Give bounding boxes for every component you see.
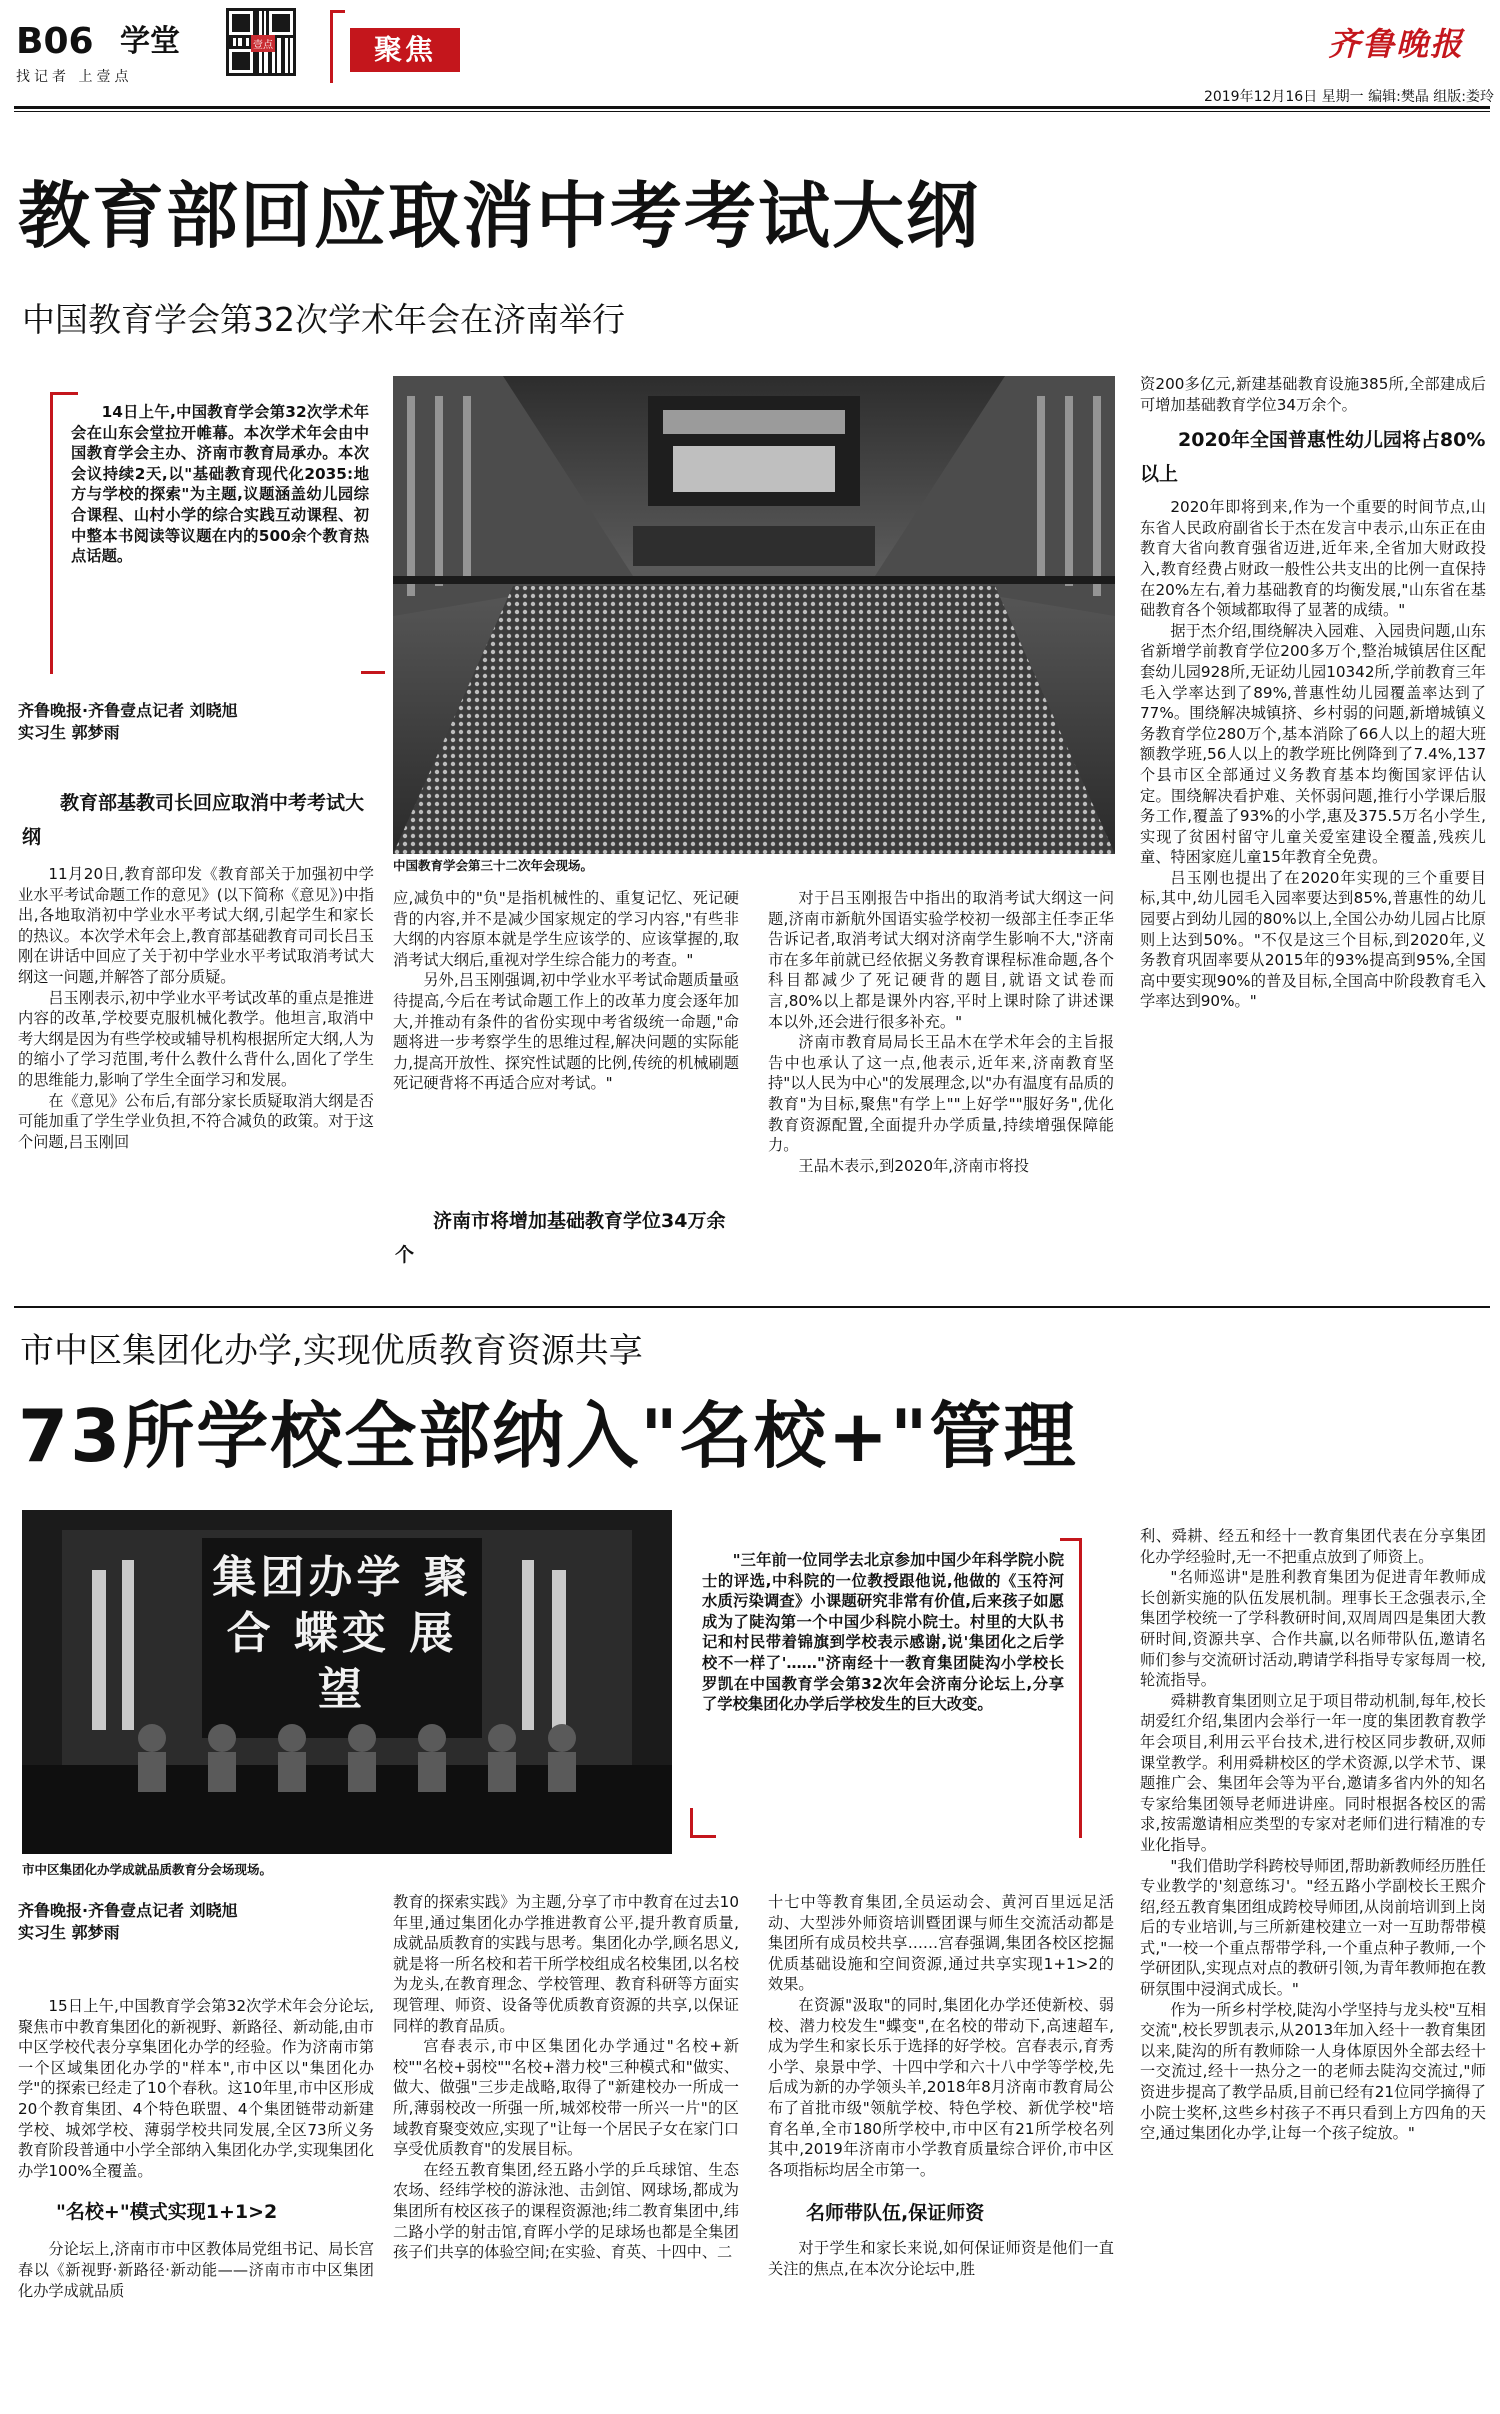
stage-calligraphy: 集团办学 聚合 蝶变 展望	[212, 1552, 472, 1715]
masthead-rule-thin	[14, 111, 1490, 112]
story-divider	[14, 1306, 1490, 1308]
story2-col3-p2: 在资源"汲取"的同时,集团化办学还使新校、弱校、潜力校发生"蝶变",在名校的带动下,高速超车,成为学生和家长乐于选择的好学校。宫春表示,育秀小学、泉景中学、十四中学和六十八中学等学校,先后成为新的办学领头羊,2018年8月济南市教育局公布了首批市级"领航学校、特色学校、新优学校"培育名单,全市180所学校中,市中区有21所学校名列其中,2019年济南市小学教育质量综合评价,市中区各项指标均居全市第一。	[768, 1995, 1114, 2179]
story1-col2-p2: 另外,吕玉刚强调,初中学业水平考试命题质量亟待提高,今后在考试命题工作上的改革力度会逐年加大,并推动有条件的省份实现中考省级统一命题,"命题将进一步考察学生的思维过程,解决问题的实际能力,提高开放性、探究性试题的比例,传统的机械刷题死记硬背将不再适合应对考试。"	[393, 971, 739, 1093]
story2-col2-p1: 教育的探索实践》为主题,分享了市中教育在过去10年里,通过集团化办学推进教育公平,提升教育质量,成就品质教育的实践与思考。集团化办学,顾名思义,就是将一所名校和若干所学校组成名校集团,以名校为龙头,在教育理念、学校管理、教育科研等方面实现管理、师资、设备等优质教育资源的共享,以保证同样的教育品质。	[393, 1893, 739, 2035]
conference-hall-image	[393, 376, 1115, 854]
story1-col4-p3: 吕玉刚也提出了在2020年实现的三个重要目标,其中,幼儿园毛入园率要达到85%,普惠性的幼儿园要占到幼儿园的80%以上,全国公办幼儿园占比原则上达到50%。"不仅是这三个目标,到2020年,义务教育巩固率要从2015年的93%提高到95%,全国高中要实现90%的普及目标,全国高中阶段教育毛入学率达到90%。"	[1140, 868, 1486, 1011]
story1-col1-p3: 在《意见》公布后,有部分家长质疑取消大纲是否可能加重了学生学业负担,不符合减负的政策。对于这个问题,吕玉刚回	[18, 1091, 374, 1151]
page-code-block	[16, 21, 180, 85]
column-bracket	[330, 10, 345, 83]
story1-column-3	[768, 888, 1114, 1176]
story2-col3-p1: 十七中等教育集团,全员运动会、黄河百里远足活动、大型涉外师资培训暨团课与师生交流活动都是集团所有成员校共享……宫春强调,集团各校区挖掘优质基础设施和空间资源,通过共享实现1+1>2的效果。	[768, 1893, 1114, 1994]
story1-col3-p2: 济南市教育局局长王品木在学术年会的主旨报告中也承认了这一点,他表示,近年来,济南教育坚持"以人民为中心"的发展理念,以"办有温度有品质的教育"为目标,聚焦"有学上""上好学""服好务",优化教育资源配置,全面提升办学质量,持续增强保障能力。	[768, 1033, 1114, 1155]
story1-column-4	[1140, 374, 1486, 1012]
story1-photo-caption: 中国教育学会第三十二次年会现场。	[393, 858, 594, 873]
qr-caption: 壹点	[251, 35, 275, 52]
date-line: 2019年12月16日 星期一 编辑:樊晶 组版:娄玲	[1203, 89, 1494, 105]
story1-col2-p1: 应,减负中的"负"是指机械性的、重复记忆、死记硬背的内容,并不是减少国家规定的学习内容,"有些非大纲的内容原本就是学生应该学的、应该掌握的,取消考试大纲后,重视对学生综合能力的考查。"	[393, 889, 739, 969]
story1-col1-p1: 11月20日,教育部印发《教育部关于加强初中学业水平考试命题工作的意见》(以下简称《意见》)中指出,各地取消初中学业水平考试大纲,引起学生和家长的热议。本次学术年会上,教育部基础教育司司长吕玉刚在讲话中回应了关于初中学业水平考试取消考试大纲这一问题,并解答了部分质疑。	[18, 865, 374, 986]
story2-kicker: 市中区集团化办学,实现优质教育资源共享	[20, 1331, 643, 1371]
story2-col2-p3: 在经五教育集团,经五路小学的乒乓球馆、生态农场、经纬学校的游泳池、击剑馆、网球场,都成为集团所有校区孩子的课程资源池;纬二教育集团中,纬二路小学的射击馆,育晖小学的足球场也都是全集团孩子们共享的体验空间;在实验、育英、十四中、二	[393, 2160, 739, 2262]
story2-sub-teachers: 名师带队伍,保证师资	[806, 2202, 985, 2225]
page-code: B06	[16, 21, 94, 62]
story1-byline: 齐鲁晚报·齐鲁壹点记者 刘晓旭 实习生 郭梦雨	[18, 701, 238, 742]
story2-sub-famous-school-model: "名校+"模式实现1+1>2	[56, 2201, 278, 2224]
story1-col1-p2: 吕玉刚表示,初中学业水平考试改革的重点是推进内容的改革,学校要克服机械化教学。他坦言,取消中考大纲是因为有些学校或辅导机构根据所定大纲,人为的缩小了学习范围,考什么教什么背什么,固化了学生的思维能力,影响了学生全面学习和发展。	[18, 988, 374, 1089]
story2-col4-top: 利、舜耕、经五和经十一教育集团代表在分享集团化办学经验时,无一不把重点放到了师资上。	[1140, 1527, 1486, 1566]
story2-col1-p1: 15日上午,中国教育学会第32次学术年会分论坛,聚焦市中教育集团化的新视野、新路径、新动能,由市中区学校代表分享集团化办学的经验。作为济南市第一个区域集团化办学的"样本",市中区以"集团化办学"的探索已经走了10个春秋。这10年里,市中区形成20个教育集团、4个特色联盟、4个集团链带动新建学校、城郊学校、薄弱学校共同发展,全区73所义务教育阶段普通中小学全部纳入集团化办学,实现集团化办学100%全覆盖。	[18, 1997, 374, 2180]
story1-sub-jinan-seats: 济南市将增加基础教育学位34万余个	[395, 1210, 726, 1266]
section-name: 学堂	[120, 24, 180, 59]
story1-sub-basic-edu: 教育部基教司长回应取消中考考试大纲	[22, 792, 365, 848]
story2-column-1	[18, 1996, 374, 2301]
story2-column-2	[393, 1892, 739, 2263]
story2-col4-p2: 舜耕教育集团则立足于项目带动机制,每年,校长胡爱红介绍,集团内会举行一年一度的集团教育教学年会项目,利用云平台技术,进行校区同步教研,双师课堂教学。利用舜耕校区的学术资源,以学术节、课题推广会、集团年会等为平台,邀请多省内外的知名专家给集团领导老师进讲座。同时根据各校区的需求,按需邀请相应类型的专家对老师们进行精准的专业化指导。	[1140, 1691, 1486, 1854]
story2-byline: 齐鲁晚报·齐鲁壹点记者 刘晓旭 实习生 郭梦雨	[18, 1901, 238, 1942]
story2-quote: "三年前一位同学去北京参加中国少年科学院小院士的评选,中科院的一位教授跟他说,他做的《玉符河水质污染调查》小课题研究非常有价值,后来孩子如愿成为了陡沟第一个中国少科院小院士。村里的大队书记和村民带着锦旗到学校表示感谢,说'集团化之后学校不一样了'……"济南经十一教育集团陡沟小学校长罗凯在中国教育学会第32次年会济南分论坛上,分享了学校集团化办学后学校发生的巨大改变。	[702, 1551, 1064, 1714]
story1-photo	[393, 376, 1115, 854]
story1-headline: 教育部回应取消中考考试大纲	[18, 174, 981, 258]
story1-col4-top: 资200多亿元,新建基础教育设施385所,全部建成后可增加基础教育学位34万余个。	[1140, 375, 1486, 414]
story2-col4-p3: "我们借助学科跨校导师团,帮助新教师经历胜任专业教学的'刻意练习'。"经五路小学副校长王熙介绍,经五教育集团组成跨校导师团,从岗前培训到上岗后的专业培训,与三所新建校建立一对一互助帮带模式,"一校一个重点帮带学科,一个重点种子教师,一个学研团队,实现点对点的教研引领,为青年教师抱在教研氛围中浸润式成长。"	[1140, 1856, 1486, 1999]
column-label-text: 聚焦	[373, 33, 436, 66]
story2-col3-p3: 对于学生和家长来说,如何保证师资是他们一直关注的焦点,在本次分论坛中,胜	[768, 2239, 1114, 2278]
story1-column-2	[393, 888, 739, 1094]
tagline: 找记者 上壹点	[16, 69, 133, 85]
story1-lead: 14日上午,中国教育学会第32次学术年会在山东会堂拉开帷幕。本次学术年会由中国教育学会主办、济南市教育局承办。本次会议持续2天,以"基础教育现代化2035:地方与学校的探索"为主题,议题涵盖幼儿园综合课程、山村小学的综合实践互动课程、初中整本书阅读等议题在内的500余个教育热点话题。	[71, 403, 369, 566]
story2-photo	[22, 1510, 672, 1854]
story2-quote-box	[690, 1538, 1082, 1838]
story1-subheadline: 中国教育学会第32次学术年会在济南举行	[22, 300, 625, 339]
brand-logo	[1328, 22, 1488, 66]
story1-lead-box	[50, 392, 375, 674]
story1-column-1	[18, 864, 374, 1152]
story2-photo-caption: 市中区集团化办学成就品质教育分会场现场。	[22, 1862, 273, 1877]
story2-col4-p1: "名师巡讲"是胜利教育集团为促进青年教师成长创新实施的队伍发展机制。理事长王念强表示,全集团学校统一了学科教研时间,双周周四是集团大教研时间,资源共享、合作共赢,以名师带队伍,邀请名师们参与交流研讨活动,聘请学科指导专家每周一校,轮流指导。	[1140, 1568, 1486, 1690]
story2-column-4	[1140, 1526, 1486, 2144]
story1-col3-p1: 对于吕玉刚报告中指出的取消考试大纲这一问题,济南市新航外国语实验学校初一级部主任李正华告诉记者,取消考试大纲对济南学生影响不大,"济南市在多年前就已经依据义务教育课程标准命题,各个科目都减少了死记硬背的题目,就语文试卷而言,80%以上都是课外内容,平时上课时除了讲述课本以外,还会进行很多补充。"	[768, 889, 1114, 1031]
story2-column-3	[768, 1892, 1114, 2280]
story1-col4-p1: 2020年即将到来,作为一个重要的时间节点,山东省人民政府副省长于杰在发言中表示,山东正在由教育大省向教育强省迈进,近年来,全省加大财政投入,教育经费占财政一般性公共支出的比例一直保持在20%左右,着力基础教育的均衡发展,"山东省在基础教育各个领域都取得了显著的成绩。"	[1140, 498, 1486, 620]
masthead-rule	[14, 106, 1490, 109]
story2-headline: 73所学校全部纳入"名校+"管理	[18, 1394, 1078, 1478]
story1-sub-kindergarten: 2020年全国普惠性幼儿园将占80%以上	[1140, 429, 1486, 486]
brand-name: 齐鲁晚报	[1328, 25, 1465, 63]
story1-col3-p3: 王品木表示,到2020年,济南市将投	[798, 1156, 1029, 1175]
story1-col4-p2: 据于杰介绍,围绕解决入园难、入园贵问题,山东省新增学前教育学位200多万个,整治城镇居住区配套幼儿园928所,无证幼儿园10342所,学前教育三年毛入学率达到了89%,普惠性幼儿园覆盖率达到了77%。围绕解决城镇挤、乡村弱的问题,新增城镇义务教育学位280万个,基本消除了66人以上的超大班额教学班,56人以上的教学班比例降到了7.4%,137个县市区全部通过义务教育基本均衡国家评估认定。围绕解决看护难、关怀弱问题,推行小学课后服务工作,覆盖了93%的小学,惠及375.5万名小学生,实现了贫困村留守儿童关爱室建设全覆盖,残疾儿童、特困家庭儿童15年教育全免费。	[1140, 621, 1486, 867]
story2-col2-p2: 宫春表示,市中区集团化办学通过"名校+新校""名校+弱校""名校+潜力校"三种模式和"做实、做大、做强"三步走战略,取得了"新建校办一所成一所,薄弱校改一所强一所,城郊校带一所兴一片"的区域教育聚变效应,实现了"让每一个居民子女在家门口享受优质教育"的发展目标。	[393, 2037, 739, 2159]
column-label	[350, 28, 460, 72]
story2-col1-p2: 分论坛上,济南市市中区教体局党组书记、局长宫春以《新视野·新路径·新动能——济南市市中区集团化办学成就品质	[18, 2240, 374, 2300]
story2-col4-p4: 作为一所乡村学校,陡沟小学坚持与龙头校"互相交流",校长罗凯表示,从2013年加入经十一教育集团以来,陡沟的所有教师除一人身体原因外全部去经十一交流过,经十一热分之一的老师去陡沟交流过,"师资进步提高了教学品质,目前已经有21位同学摘得了小院士奖杯,这些乡村孩子不再只看到上方四角的天空,通过集团化办学,让每一个孩子绽放。"	[1140, 2000, 1486, 2143]
qr-code[interactable]	[226, 8, 296, 76]
